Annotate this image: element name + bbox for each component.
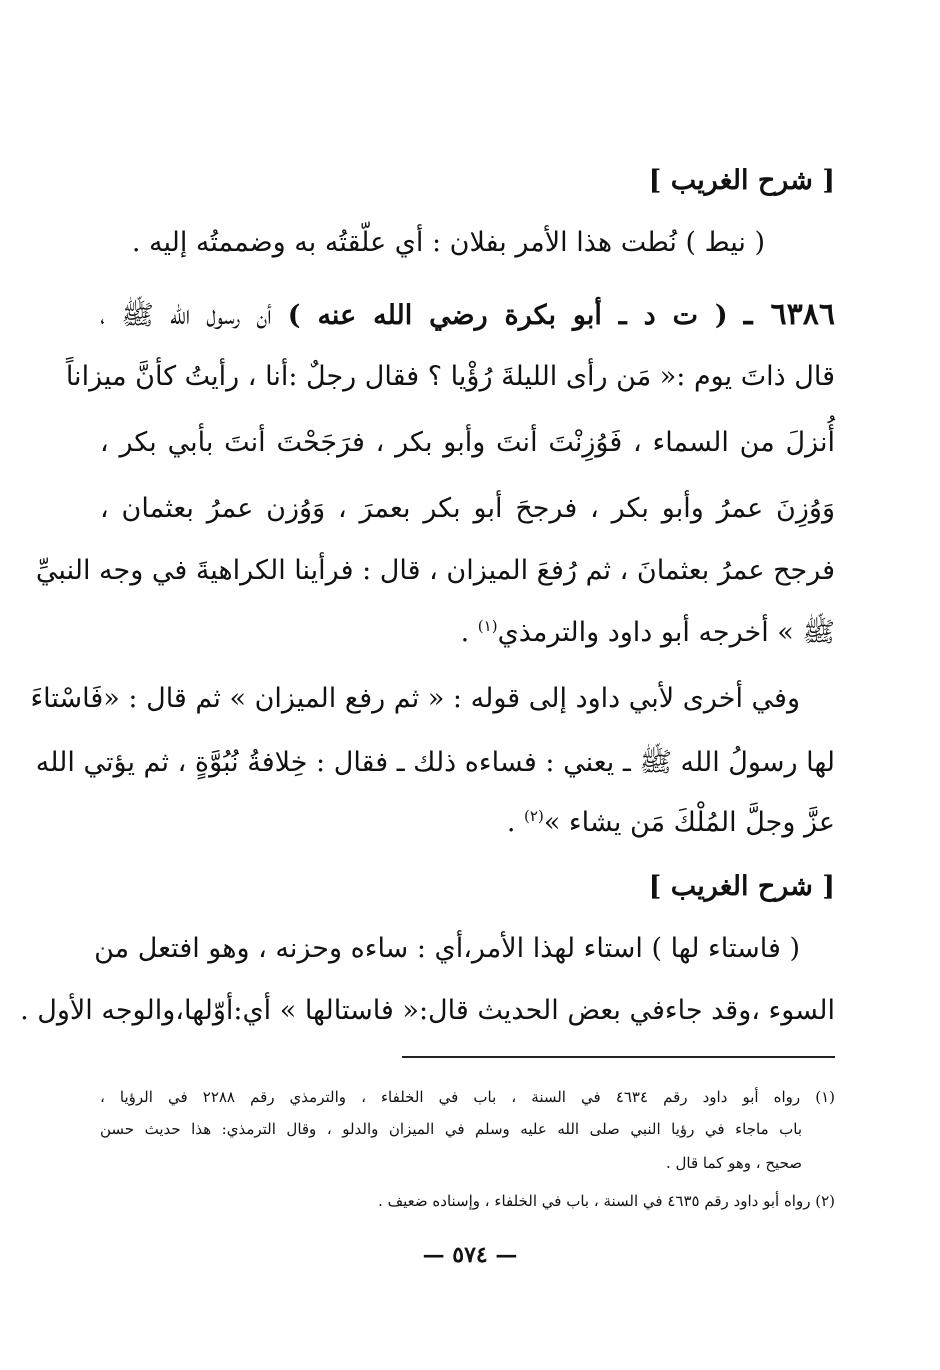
narration-line-3-text: عزَّ وجلَّ المُلْكَ مَن يشاء »	[543, 807, 835, 838]
gharib-heading-1: [ شرح الغريب ]	[648, 165, 835, 196]
gharib-text-2-line-2: السوء ،وقد جاءفي بعض الحديث قال:« فاستالها » أي:أوّلها،والوجه الأول .	[20, 995, 835, 1026]
footnote-ref-2[interactable]: (٢)	[524, 807, 544, 825]
footnote-1-line-2: باب ماجاء في رؤيا النبي صلى الله عليه وسلم في الميزان والدلو ، وقال الترمذي: هذا حديث حسن	[100, 1120, 802, 1138]
page-number: — ٥٧٤ —	[422, 1242, 518, 1268]
hadith-line-1-rest: أن رسول الله ﷺ ،	[100, 300, 272, 331]
hadith-line-1	[100, 296, 835, 335]
footnote-1-line-1: (١) رواه أبو داود رقم ٤٦٣٤ في السنة ، باب في الخلفاء ، والترمذي رقم ٢٢٨٨ في الرؤيا ،	[100, 1088, 835, 1106]
gharib-heading-2: [ شرح الغريب ]	[648, 871, 835, 902]
narration-line-3	[100, 804, 835, 842]
narration-line-1: وفي أخرى لأبي داود إلى قوله : « ثم رفع الميزان » ثم قال : «فَاسْتاءَ	[30, 683, 800, 714]
hadith-line-3: أُنزلَ من السماء ، فَوُزِنْتَ أنتَ وأبو بكر ، فرَجَحْتَ أنتَ بأبي بكر ،	[100, 427, 835, 458]
hadith-line-4: وَوُزِنَ عمرُ وأبو بكر ، فرجحَ أبو بكر بعمرَ ، وَوُزن عمرُ بعثمان ،	[100, 493, 835, 524]
hadith-number: ٦٣٨٦ ـ	[743, 297, 835, 332]
footnote-2-line-1: (٢) رواه أبو داود رقم ٤٦٣٥ في السنة ، باب في الخلفاء ، وإسناده ضعيف .	[378, 1192, 835, 1210]
hadith-line-6-end: .	[460, 617, 470, 648]
hadith-line-2: قال ذاتَ يوم :« مَن رأى الليلةَ رُؤْيا ؟ فقال رجلٌ :أنا ، رأيتُ كأنَّ ميزاناً	[65, 361, 835, 392]
footnote-1-line-3: صحيح ، وهو كما قال .	[665, 1154, 802, 1172]
hadith-line-6	[100, 614, 835, 652]
hadith-source-tag: ( ت د ـ أبو بكرة رضي الله عنه )	[287, 300, 728, 331]
gharib-text-2-line-1: ( فاستاء لها ) استاء لهذا الأمر،أي : ساءه وحزنه ، وهو افتعل من	[94, 933, 800, 964]
footnote-ref-1[interactable]: (١)	[477, 617, 498, 635]
footnote-separator	[402, 1056, 835, 1058]
narration-line-3-end: .	[506, 807, 516, 838]
hadith-line-6-text: ﷺ » أخرجه أبو داود والترمذي	[497, 617, 835, 648]
narration-line-2: لها رسولُ الله ﷺ ـ يعني : فساءه ذلك ـ فقال : خِلافةُ نُبُوَّةٍ ، ثم يؤتي الله	[35, 747, 835, 778]
gharib-text-1: ( نيط ) نُطت هذا الأمر بفلان : أي علّقتُه به وضممتُه إليه .	[131, 227, 765, 258]
hadith-line-5: فرجح عمرُ بعثمانَ ، ثم رُفعَ الميزان ، قال : فرأينا الكراهيةَ في وجه النبيِّ	[35, 555, 835, 586]
